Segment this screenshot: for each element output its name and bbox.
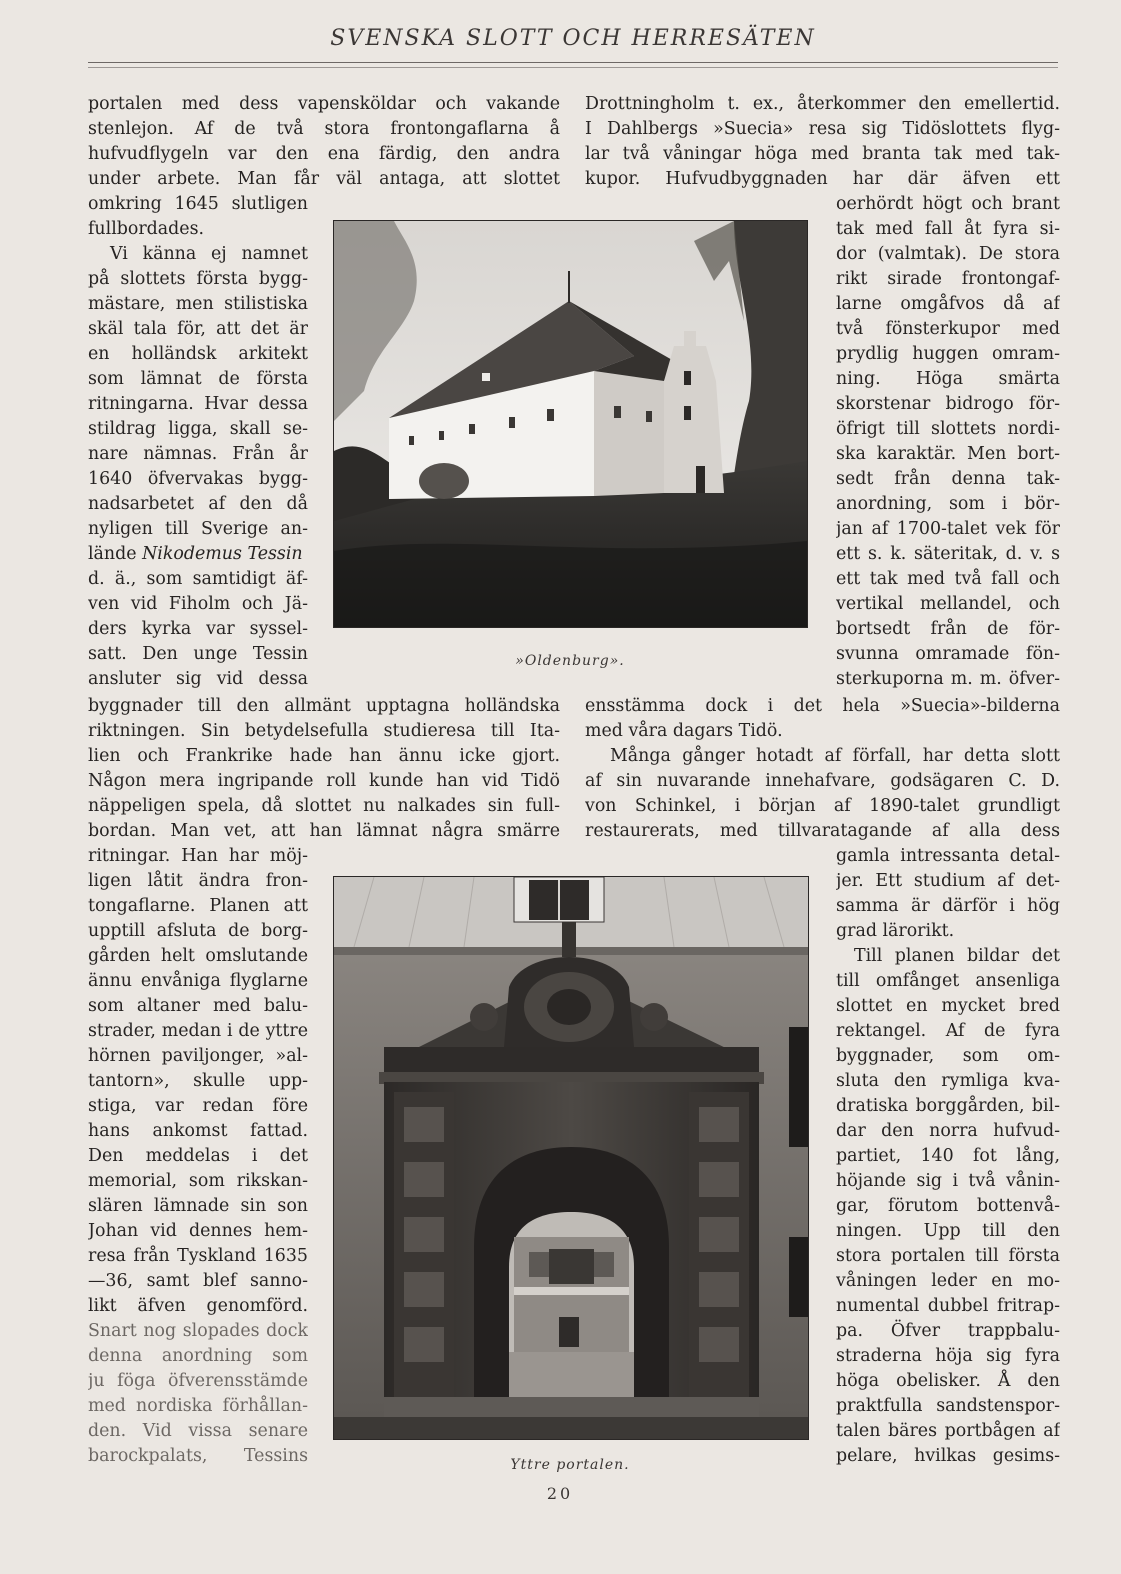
text-line: en holländsk arkitekt	[88, 344, 308, 364]
text-line: höjande sig i två vånin-	[836, 1171, 1060, 1191]
portal-illustration	[334, 877, 808, 1439]
text-line: partiet, 140 fot lång,	[836, 1146, 1060, 1166]
text-line: larne omgåfvos då af	[836, 294, 1060, 314]
text-line: ju föga öfverensstämde	[88, 1371, 308, 1391]
text-line: sterkuporna m. m. öfver-	[836, 669, 1060, 689]
text-line: ett s. k. säteritak, d. v. s	[836, 544, 1060, 564]
text-line: som lämnat de första	[88, 369, 308, 389]
text-line: tantorn», skulle upp-	[88, 1071, 308, 1091]
text-line: dor (valmtak). De stora	[836, 244, 1060, 264]
text-line: med nordiska förhållan-	[88, 1396, 308, 1416]
text-line: stildrag ligga, skall se-	[88, 419, 308, 439]
text-line: gården helt omslutande	[88, 946, 308, 966]
text-line: stiga, var redan före	[88, 1096, 308, 1116]
text-line: ett tak med två fall och	[836, 569, 1060, 589]
text-line: von Schinkel, i början af 1890-talet grundligt	[585, 796, 1060, 816]
text-line: slären lämnade sin son	[88, 1196, 308, 1216]
text-line: nyligen till Sverige an-	[88, 519, 308, 539]
text-line: nare nämnas. Från år	[88, 444, 308, 464]
italic-name: Nikodemus Tessin	[142, 544, 303, 564]
text-line: rikt sirade frontongaf-	[836, 269, 1060, 289]
text-line: ning. Höga smärta	[836, 369, 1060, 389]
text-line: hans ankomst fattad.	[88, 1121, 308, 1141]
text-line: likt äfven genomförd.	[88, 1296, 308, 1316]
text-line: Till planen bildar det	[854, 946, 1060, 966]
text-line: slottet en mycket bred	[836, 996, 1060, 1016]
text-line: 1640 öfvervakas bygg-	[88, 469, 308, 489]
text-line: kupor. Hufvudbyggnaden har där äfven ett	[585, 169, 1060, 189]
text-line: ensstämma dock i det hela »Suecia»-bilderna	[585, 696, 1060, 716]
text-line: bordan. Man vet, att han lämnat några smärre	[88, 821, 560, 841]
text-line: sedt från denna tak-	[836, 469, 1060, 489]
caption-bottom-photo: Yttre portalen.	[510, 1457, 630, 1473]
text-line: öfrigt till slottets nordi-	[836, 419, 1060, 439]
text-line: jer. Ett studium af det-	[836, 871, 1060, 891]
text-line: under arbete. Man får väl antaga, att slottet	[88, 169, 560, 189]
text-line: tongaflarne. Planen att	[88, 896, 308, 916]
text-line: Vi känna ej namnet	[110, 244, 308, 264]
text-line: med våra dagars Tidö.	[585, 721, 783, 741]
text-line: rektangel. Af de fyra	[836, 1021, 1060, 1041]
text-line: denna anordning som	[88, 1346, 308, 1366]
text-line: tak med fall åt fyra si-	[836, 219, 1060, 239]
text-line: Den meddelas i det	[88, 1146, 308, 1166]
text-line: riktningen. Sin betydelsefulla studieresa till Ita-	[88, 721, 560, 741]
text-line: ningen. Upp till den	[836, 1221, 1060, 1241]
text-line: stora portalen till första	[836, 1246, 1060, 1266]
text-line: hörnen paviljonger, »al-	[88, 1046, 308, 1066]
portal-photo	[333, 876, 809, 1440]
text-line: ännu envåniga flyglarne	[88, 971, 308, 991]
text-line: höga obelisker. Å den	[836, 1371, 1060, 1391]
text-line: fullbordades.	[88, 219, 205, 239]
text-line: till omfånget ansenliga	[836, 971, 1060, 991]
text-line: pelare, hvilkas gesims-	[836, 1446, 1060, 1466]
text-line: memorial, som rikskan-	[88, 1171, 308, 1191]
text-line: oerhördt högt och brant	[836, 194, 1060, 214]
text-line: dar den norra hufvud-	[836, 1121, 1060, 1141]
text-line: näppeligen spela, då slottet nu nalkades sin full-	[88, 796, 560, 816]
text-line: våningen leder en mo-	[836, 1271, 1060, 1291]
text-line: grad lärorikt.	[836, 921, 955, 941]
page-number: 20	[546, 1484, 574, 1503]
text-line: byggnader till den allmänt upptagna holländska	[88, 696, 560, 716]
text-line: prydlig huggen omram-	[836, 344, 1060, 364]
text-line: som altaner med balu-	[88, 996, 308, 1016]
text-line: af sin nuvarande innehafvare, godsägaren C. D.	[585, 771, 1060, 791]
text-line: skäl tala för, att det är	[88, 319, 308, 339]
text-line: svunna omramade fön-	[836, 644, 1060, 664]
text-line: vertikal mellandel, och	[836, 594, 1060, 614]
text-line: gar, förutom bottenvå-	[836, 1196, 1060, 1216]
text-line: bortsedt från de för-	[836, 619, 1060, 639]
text-line: lien och Frankrike hade han ännu icke gjort.	[88, 746, 560, 766]
text-fragment: lände	[88, 544, 137, 564]
text-line: byggnader, som om-	[836, 1046, 1060, 1066]
text-line: skorstenar bidrogo för-	[836, 394, 1060, 414]
castle-photo	[333, 220, 808, 628]
text-line: nadsarbetet af den då	[88, 494, 308, 514]
text-line: mästare, men stilistiska	[88, 294, 308, 314]
text-line: barockpalats, Tessins	[88, 1446, 308, 1466]
text-line: ders kyrka var syssel-	[88, 619, 308, 639]
text-line: ska karaktär. Men bort-	[836, 444, 1060, 464]
text-line: straderna höja sig fyra	[836, 1346, 1060, 1366]
text-line: numental dubbel fritrap-	[836, 1296, 1060, 1316]
running-header: SVENSKA SLOTT OCH HERRESÄTEN	[330, 26, 816, 51]
text-line: —36, samt blef sanno-	[88, 1271, 308, 1291]
text-line: ligen låtit ändra fron-	[88, 871, 308, 891]
text-line: anordning, som i bör-	[836, 494, 1060, 514]
text-line: Johan vid dennes hem-	[88, 1221, 308, 1241]
text-line: lar två våningar höga med branta tak med tak-	[585, 144, 1060, 164]
text-line	[88, 542, 308, 567]
text-line: upptill afsluta de borg-	[88, 921, 308, 941]
text-line: strader, medan i de yttre	[88, 1021, 308, 1041]
text-line: Drottningholm t. ex., återkommer den emellertid.	[585, 94, 1060, 114]
text-line: praktfulla sandstenspor-	[836, 1396, 1060, 1416]
text-line: hufvudflygeln var den ena färdig, den andra	[88, 144, 560, 164]
text-line: samma är därför i hög	[836, 896, 1060, 916]
text-line: ansluter sig vid dessa	[88, 669, 308, 689]
text-line: två fönsterkupor med	[836, 319, 1060, 339]
text-line: talen bäres portbågen af	[836, 1421, 1060, 1441]
text-line: på slottets första bygg-	[88, 269, 308, 289]
text-line: stenlejon. Af de två stora frontongaflarna å	[88, 119, 560, 139]
text-line: ritningar. Han har möj-	[88, 846, 308, 866]
text-line: ven vid Fiholm och Jä-	[88, 594, 308, 614]
text-line: pa. Öfver trappbalu-	[836, 1321, 1060, 1341]
header-rule	[88, 62, 1058, 63]
text-line: satt. Den unge Tessin	[88, 644, 308, 664]
text-line: omkring 1645 slutligen	[88, 194, 308, 214]
text-line: I Dahlbergs »Suecia» resa sig Tidöslottets flyg-	[585, 119, 1060, 139]
text-line: Många gånger hotadt af förfall, har detta slott	[610, 746, 1060, 766]
text-line: gamla intressanta detal-	[836, 846, 1060, 866]
caption-top-photo: »Oldenburg».	[515, 653, 625, 669]
text-line: den. Vid vissa senare	[88, 1421, 308, 1441]
text-line: restaurerats, med tillvaratagande af alla dess	[585, 821, 1060, 841]
header-rule-thin	[88, 67, 1058, 68]
text-line: d. ä., som samtidigt äf-	[88, 569, 308, 589]
text-line: resa från Tyskland 1635	[88, 1246, 308, 1266]
text-line: Snart nog slopades dock	[88, 1321, 308, 1341]
text-line: dratiska borggården, bil-	[836, 1096, 1060, 1116]
text-line: Någon mera ingripande roll kunde han vid Tidö	[88, 771, 560, 791]
text-line: sluta den rymliga kva-	[836, 1071, 1060, 1091]
text-line: ritningarna. Hvar dessa	[88, 394, 308, 414]
text-line: portalen med dess vapensköldar och vakande	[88, 94, 560, 114]
castle-illustration	[334, 221, 807, 627]
text-line: jan af 1700-talet vek för	[836, 519, 1060, 539]
